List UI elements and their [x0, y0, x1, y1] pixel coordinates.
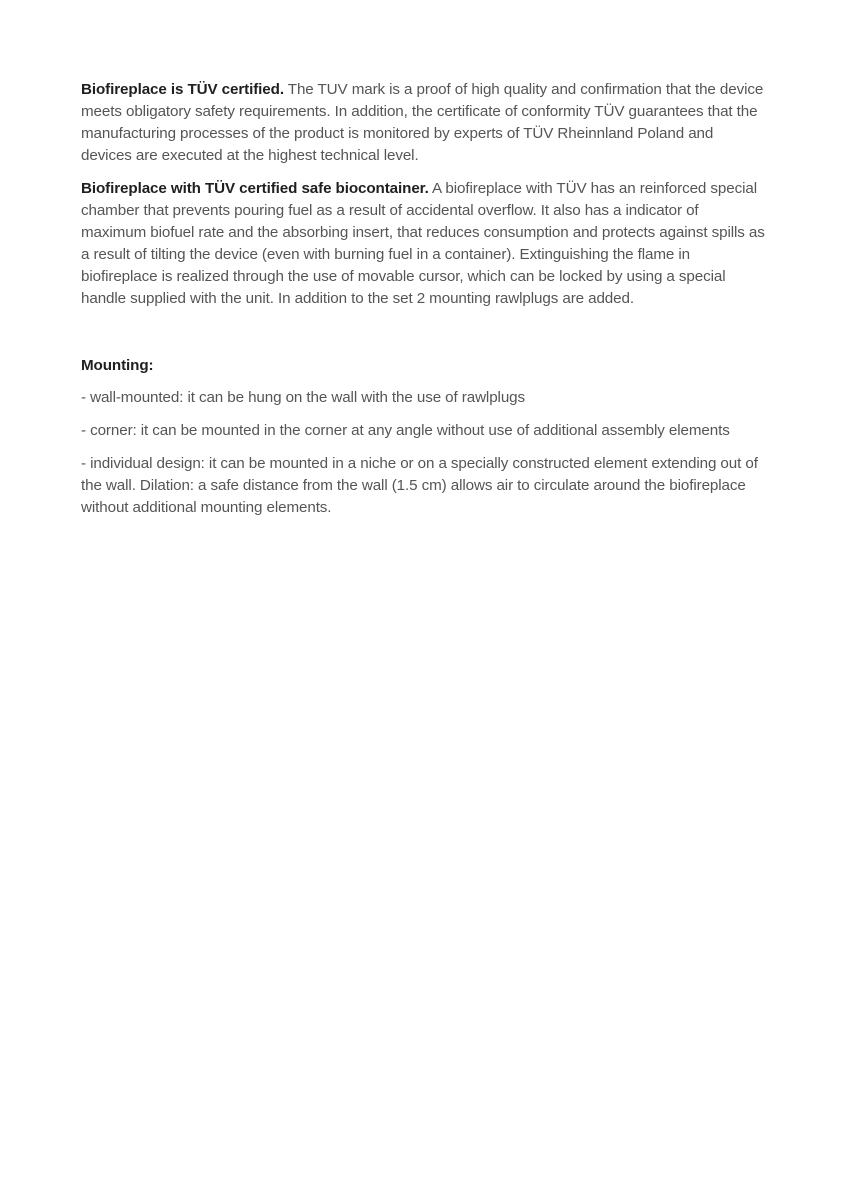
safe-biocontainer-paragraph [81, 178, 765, 310]
paragraph-lead: Biofireplace is TÜV certified. [81, 81, 284, 98]
mounting-item-individual: - individual design: it can be mounted in a niche or on a specially constructed element extending out of the wall. Dilation: a safe distance from the wall (1.5 cm) allows air to circulate around the biofireplace without additional mounting elements. [81, 454, 758, 516]
paragraph-lead: Biofireplace with TÜV certified safe biocontainer. [81, 179, 429, 197]
mounting-heading: Mounting: [81, 356, 154, 374]
paragraph-text: A biofireplace with TÜV has an reinforced special chamber that prevents pouring fuel as a result of accidental overflow. It also has a indicator of maximum biofuel rate and the absorbing insert, that reduces consumption and protects against spills as a result of tilting the device (even with burning fuel in a container). Extinguishing the flame in biofireplace is realized through the use of movable cursor, which can be locked by using a special handle supplied with the unit. In addition to the set 2 mounting rawlplugs are added. [81, 179, 765, 307]
tuv-certified-paragraph [81, 79, 765, 167]
paragraph-text: The TUV mark is a proof of high quality and confirmation that the device meets obligatory safety requirements. In addition, the certificate of conformity TÜV guarantees that the manufacturing processes of the product is monitored by experts of TÜV Rheinnland Poland and devices are executed at the highest technical level. [81, 81, 764, 164]
mounting-item-corner: - corner: it can be mounted in the corner at any angle without use of additional assembly elements [81, 421, 730, 439]
mounting-item-wall: - wall-mounted: it can be hung on the wall with the use of rawlplugs [81, 388, 526, 406]
document-page [81, 79, 765, 530]
